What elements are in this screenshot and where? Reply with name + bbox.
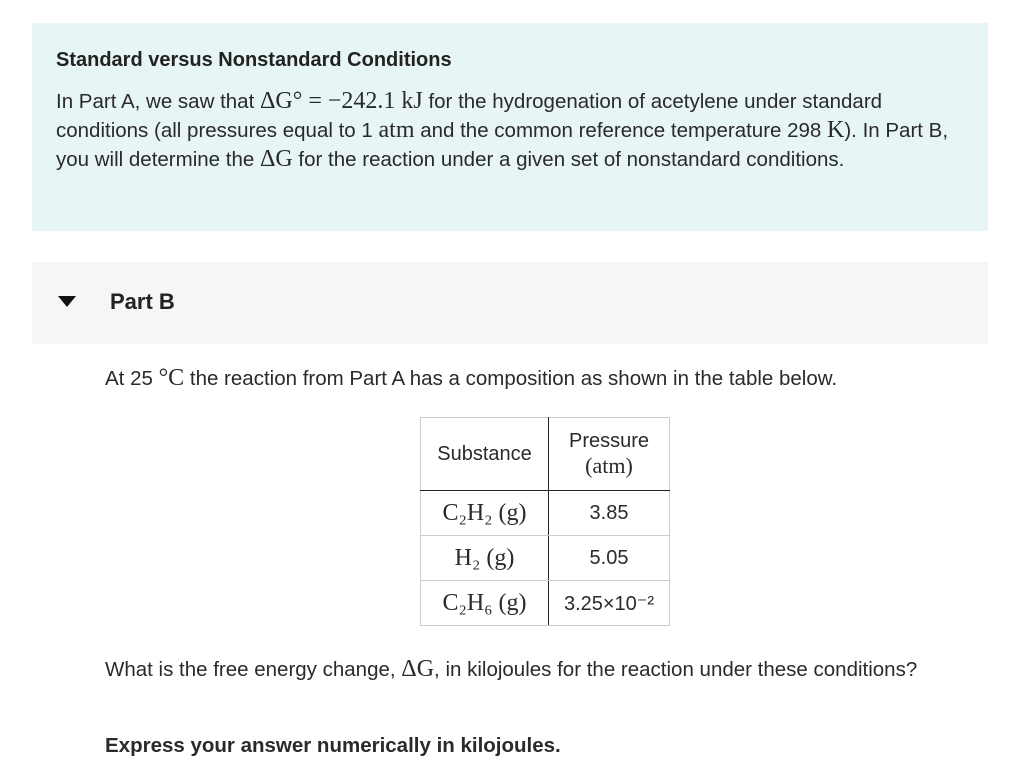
math-atm: atm bbox=[378, 117, 415, 143]
intro-text-1: In Part A, we saw that bbox=[56, 90, 260, 113]
question-text-4: , in kilojoules for the reaction under these conditions? bbox=[434, 658, 918, 681]
table-row bbox=[421, 581, 670, 626]
composition-table bbox=[420, 417, 670, 626]
pressure-cell: 5.05 bbox=[549, 536, 670, 581]
math-delta-g: ΔG bbox=[259, 146, 293, 172]
substance-cell: H₂ (g) bbox=[421, 536, 549, 581]
math-delta-g-standard: ΔG° bbox=[259, 88, 303, 114]
substance-cell: C₂H₆ (g) bbox=[421, 581, 549, 626]
part-b-header[interactable] bbox=[32, 262, 988, 344]
header-pressure bbox=[549, 418, 670, 491]
pressure-cell: 3.85 bbox=[549, 491, 670, 536]
pressure-cell: 3.25×10⁻² bbox=[549, 581, 670, 626]
intro-body bbox=[56, 87, 964, 174]
question-intro bbox=[105, 364, 985, 393]
part-b-title: Part B bbox=[110, 289, 175, 314]
answer-instruction: Express your answer numerically in kilojoules. bbox=[105, 734, 561, 757]
table-row bbox=[421, 491, 670, 536]
table-header-row bbox=[421, 418, 670, 491]
header-pressure-unit: (atm) bbox=[585, 452, 633, 478]
intro-text-3: and the common reference temperature 298 bbox=[414, 119, 828, 142]
question-text-1: At 25 bbox=[105, 367, 159, 390]
math-kelvin: K bbox=[827, 117, 845, 143]
intro-title: Standard versus Nonstandard Conditions bbox=[56, 49, 452, 71]
header-pressure-label: Pressure bbox=[568, 429, 650, 452]
question-text-3: What is the free energy change, bbox=[105, 658, 402, 681]
question-prompt bbox=[105, 655, 935, 684]
math-delta-g-value: = −242.1 kJ bbox=[302, 88, 423, 114]
math-celsius: °C bbox=[158, 365, 185, 391]
intro-text-5: for the reaction under a given set of nonstandard conditions. bbox=[292, 148, 845, 171]
question-text-2: the reaction from Part A has a composition as shown in the table below. bbox=[184, 367, 838, 390]
intro-text-4: ). In Part B, you will determine the bbox=[56, 119, 949, 171]
collapse-triangle-icon[interactable] bbox=[58, 296, 76, 307]
header-substance: Substance bbox=[421, 418, 549, 491]
math-delta-g-question: ΔG bbox=[401, 656, 435, 682]
table-row bbox=[421, 536, 670, 581]
intro-panel bbox=[32, 23, 988, 231]
intro-text-2: for the hydrogenation of acetylene under standard conditions (all pressures equal to 1 bbox=[56, 90, 883, 142]
substance-cell: C₂H₂ (g) bbox=[421, 491, 549, 536]
